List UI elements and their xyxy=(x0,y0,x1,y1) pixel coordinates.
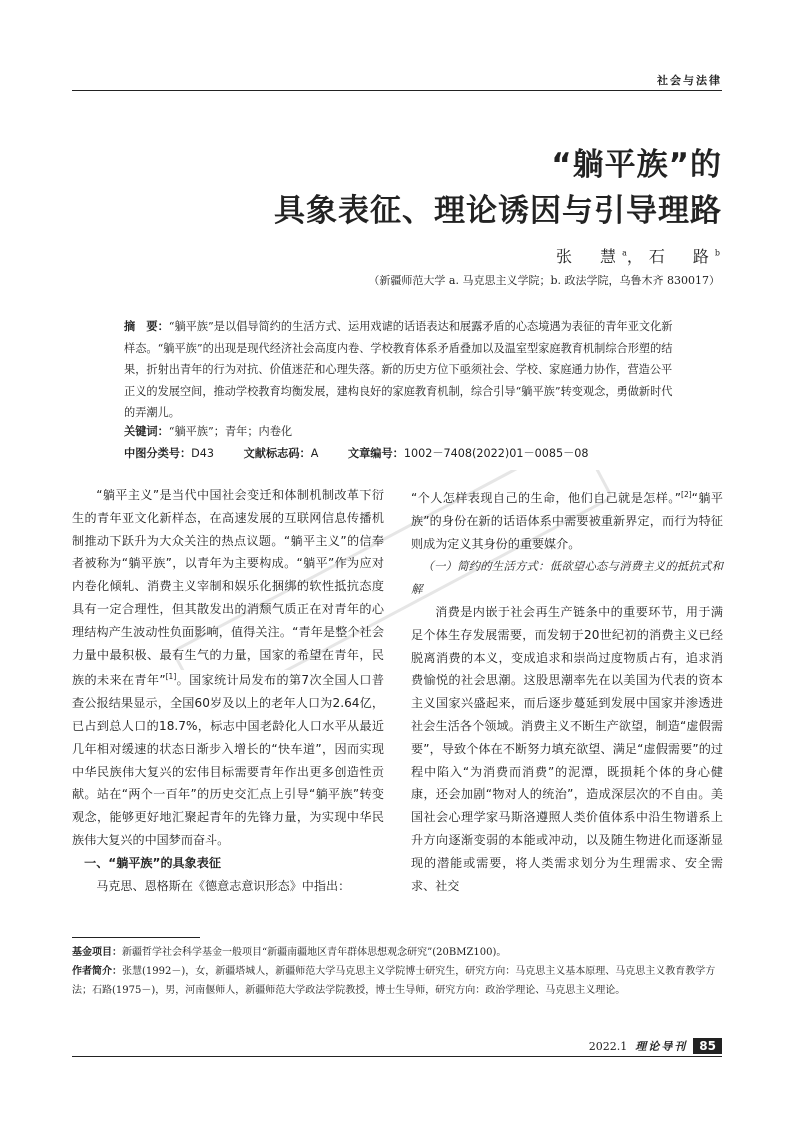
paragraph-marx: 马克思、恩格斯在《德意志意识形态》中指出： xyxy=(96,878,351,893)
author-2-sup: b xyxy=(714,248,720,258)
body-column-right xyxy=(411,484,723,897)
bio-label: 作者简介： xyxy=(72,966,122,977)
fund-label: 基金项目： xyxy=(72,947,122,958)
header-rule xyxy=(72,90,722,91)
paragraph-consumption: 消费是内嵌于社会再生产链条中的重要环节，用于满足个体生存发展需要，而发轫于20世纪初的消费主义已经脱离消费的本义，变成追求和崇尚过度物质占有，追求消费愉悦的社会思潮。这股思潮率先在以美国为代表的资本主义国家兴盛起来，而后逐步蔓延到发展中国家并渗透进社会生活各个领域。消费主义不断生产欲望，制造“虚假需要”，导致个体在不断努力填充欲望、满足“虚假需要”的过程中陷入“为消费而消费”的泥潭，既损耗个体的身心健康，还会加剧“物对人的统治”，造成深层次的不自由。美国社会心理学家马斯洛遵照人类价值体系中沿生物谱系上升方向逐渐变弱的本能或冲动，以及随生物进化而逐渐显现的潜能或需要，将人类需求划分为生理需求、安全需求、社交 xyxy=(411,605,723,893)
author-1: 张 慧 xyxy=(556,247,623,266)
bio-text: 张慧(1992－)，女，新疆塔城人，新疆师范大学马克思主义学院博士研究生，研究方向：马克思主义基本原理、马克思主义教育教学方法；石路(1975－)，男，河南偃师人，新疆师范大学政法学院教授，博士生导师，研究方向：政治学理论、马克思主义理论。 xyxy=(72,966,716,996)
classification xyxy=(124,445,589,461)
page-number: 85 xyxy=(693,1038,722,1054)
doc-code-value: A xyxy=(310,447,319,460)
author-bio xyxy=(72,962,722,1000)
footer-rule xyxy=(72,1056,722,1057)
body-column-left xyxy=(72,484,384,897)
paragraph-intro-text-2: 。国家统计局发布的第7次全国人口普查公报结果显示，全国60岁及以上的老年人口为2.64亿，已占到总人口的18.7%，标志中国老龄化人口水平从最近几年相对缓速的状态日渐步入增长的“快车道”，因而实现中华民族伟大复兴的宏伟目标需要青年作出更多创造性贡献。站在“两个一百年”的历史交汇点上引导“躺平族”转变观念，能够更好地汇聚起青年的先锋力量，为实现中华民族伟大复兴的中国梦而奋斗。 xyxy=(72,673,384,847)
footnotes xyxy=(72,943,722,1000)
affiliation: （新疆师范大学 a. 马克思主义学院；b. 政法学院，乌鲁木齐 830017） xyxy=(368,274,720,287)
section-heading-1: 一、“躺平族”的具象表征 xyxy=(84,855,221,870)
page-footer xyxy=(589,1038,722,1054)
paragraph-quote xyxy=(411,484,723,555)
article-id-value: 1002－7408(2022)01－0085－08 xyxy=(403,447,589,460)
subsection-heading-1: （一）简约的生活方式：低欲望心态与消费主义的抵抗式和解 xyxy=(411,559,723,597)
keywords xyxy=(124,423,292,439)
journal-name: 理论导刊 xyxy=(635,1040,688,1053)
citation-2[interactable]: [2] xyxy=(681,490,692,499)
title-line-2: 具象表征、理论诱因与引导理路 xyxy=(274,193,722,229)
abstract-label: 摘 要： xyxy=(124,320,169,333)
article-title xyxy=(274,142,722,234)
footnote-rule xyxy=(72,937,200,938)
author-2: 石 路 xyxy=(648,247,715,266)
fund-text: 新疆哲学社会科学基金一般项目“新疆南疆地区青年群体思想观念研究”(20BMZ100)。 xyxy=(122,947,507,958)
keywords-text: “躺平族”；青年；内卷化 xyxy=(168,425,293,438)
author-sep: ， xyxy=(626,247,649,266)
article-id-label: 文章编号： xyxy=(347,447,404,460)
issue: 2022.1 xyxy=(588,1039,628,1053)
citation-1[interactable]: [1] xyxy=(165,672,177,682)
paragraph-quote-text: “个人怎样表现自己的生命，他们自己就是怎样。” xyxy=(411,491,682,506)
author-1-sup: a xyxy=(622,248,627,258)
section-tag: 社会与法律 xyxy=(657,74,722,87)
clc-value: D43 xyxy=(191,447,214,460)
keywords-label: 关键词： xyxy=(124,425,169,438)
authors xyxy=(556,244,720,267)
paragraph-intro-text: “躺平主义”是当代中国社会变迁和体制机制改革下衍生的青年亚文化新样态，在高速发展的互联网信息传播机制推动下跃升为大众关注的热点议题。“躺平主义”的信奉者被称为“躺平族”，以青年为主要构成。“躺平”作为应对内卷化倾轧、消费主义宰制和娱乐化捆绑的软性抵抗态度具有一定合理性，但其散发出的消颓气质正在对青年的心理结构产生波动性负面影响，值得关注。“青年是整个社会力量中最积极、最有生气的力量，国家的希望在青年，民族的未来在青年” xyxy=(72,488,384,688)
abstract-text: “躺平族”是以倡导简约的生活方式、运用戏谑的话语表达和展露矛盾的心态境遇为表征的青年亚文化新样态。“躺平族”的出现是现代经济社会高度内卷、学校教育体系矛盾叠加以及温室型家庭教育机制综合形塑的结果，折射出青年的行为对抗、价值迷茫和心理失落。新的历史方位下亟须社会、学校、家庭通力协作，营造公平正义的发展空间，推动学校教育均衡发展，建构良好的家庭教育机制，综合引导“躺平族”转变观念，勇做新时代的弄潮儿。 xyxy=(124,320,673,420)
abstract xyxy=(124,316,680,424)
doc-code-label: 文献标志码： xyxy=(243,447,311,460)
paragraph-quote-text-2: “躺平族”的身份在新的话语体系中需要被重新界定，而行为特征则成为定义其身份的重要媒介。 xyxy=(411,491,723,551)
title-line-1: “躺平族”的 xyxy=(551,147,722,183)
clc-label: 中图分类号： xyxy=(124,447,192,460)
paragraph-intro xyxy=(72,484,384,852)
fund-note xyxy=(72,943,722,962)
